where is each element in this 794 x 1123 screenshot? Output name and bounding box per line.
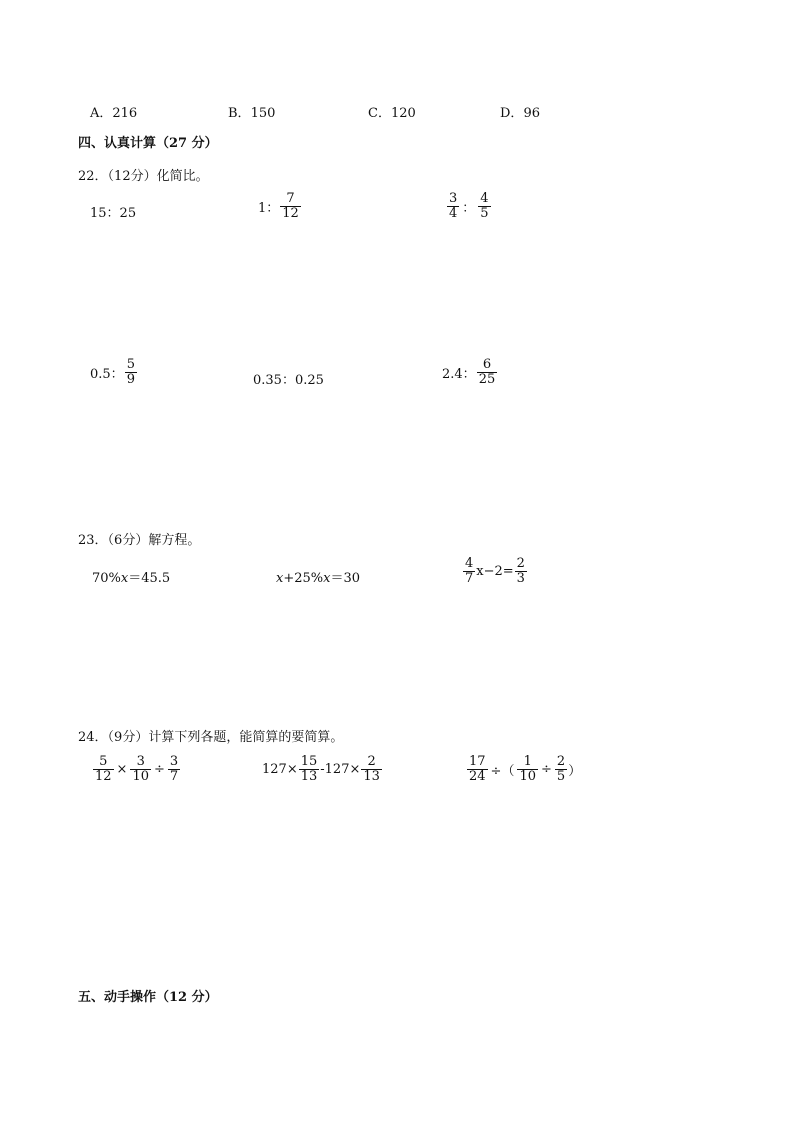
q22-expr-1: 15：25 bbox=[90, 206, 137, 221]
option-c: C．120 bbox=[368, 106, 416, 121]
q23-equation-3: $\frac{4}{7}$ x−2= $\frac{2}{3}$ bbox=[465, 556, 525, 586]
q22-expr-3: $\frac{3}{4}$ ： $\frac{4}{5}$ bbox=[449, 191, 489, 221]
q24-expr-3: $\frac{17}{24}$ ÷（ $\frac{1}{10}$ ÷ $\frac{2}{5}$ ） bbox=[469, 754, 582, 784]
fraction: $\frac{1}{10}$ bbox=[519, 754, 536, 784]
question-23-title: 23．（6分）解方程。 bbox=[78, 533, 201, 548]
fraction: $\frac{5}{9}$ bbox=[126, 357, 135, 387]
fraction: $\frac{5}{12}$ bbox=[95, 754, 112, 784]
option-d: D．96 bbox=[500, 106, 540, 121]
option-b: B．150 bbox=[228, 106, 276, 121]
option-a: A．216 bbox=[90, 106, 138, 121]
q23-equation-2: x+25%x＝30 bbox=[276, 571, 361, 586]
fraction: $\frac{6}{25}$ bbox=[478, 357, 496, 387]
fraction: $\frac{2}{3}$ bbox=[516, 556, 525, 586]
fraction: $\frac{2}{5}$ bbox=[556, 754, 566, 784]
question-22-title: 22．（12分）化简比。 bbox=[78, 169, 209, 184]
fraction: $\frac{4}{7}$ bbox=[465, 556, 474, 586]
q24-expr-1: $\frac{5}{12}$ × $\frac{3}{10}$ ÷ $\frac{3}{7}$ bbox=[95, 754, 179, 784]
q24-expr-2: 127× $\frac{15}{13}$ -127× $\frac{2}{13}$ bbox=[262, 754, 380, 784]
question-24-title: 24．（9分）计算下列各题，能简算的要简算。 bbox=[78, 730, 344, 745]
fraction: $\frac{3}{10}$ bbox=[132, 754, 149, 784]
q22-expr-5: 0.35：0.25 bbox=[253, 373, 324, 388]
fraction: $\frac{3}{4}$ bbox=[449, 191, 458, 221]
fraction: $\frac{7}{12}$ bbox=[282, 191, 299, 221]
fraction: $\frac{4}{5}$ bbox=[480, 191, 489, 221]
fraction: $\frac{17}{24}$ bbox=[469, 754, 486, 784]
fraction: $\frac{2}{13}$ bbox=[363, 754, 380, 784]
fraction: $\frac{15}{13}$ bbox=[300, 754, 318, 784]
q22-expr-6: 2.4： $\frac{6}{25}$ bbox=[442, 357, 496, 387]
q22-expr-4: 0.5： $\frac{5}{9}$ bbox=[90, 357, 135, 387]
q22-expr-2: 1： $\frac{7}{12}$ bbox=[258, 191, 299, 221]
section-4-heading: 四、认真计算（27 分） bbox=[78, 136, 218, 151]
fraction: $\frac{3}{7}$ bbox=[169, 754, 179, 784]
q23-equation-1: 70%x＝45.5 bbox=[92, 571, 171, 586]
section-5-heading: 五、动手操作（12 分） bbox=[78, 990, 218, 1005]
